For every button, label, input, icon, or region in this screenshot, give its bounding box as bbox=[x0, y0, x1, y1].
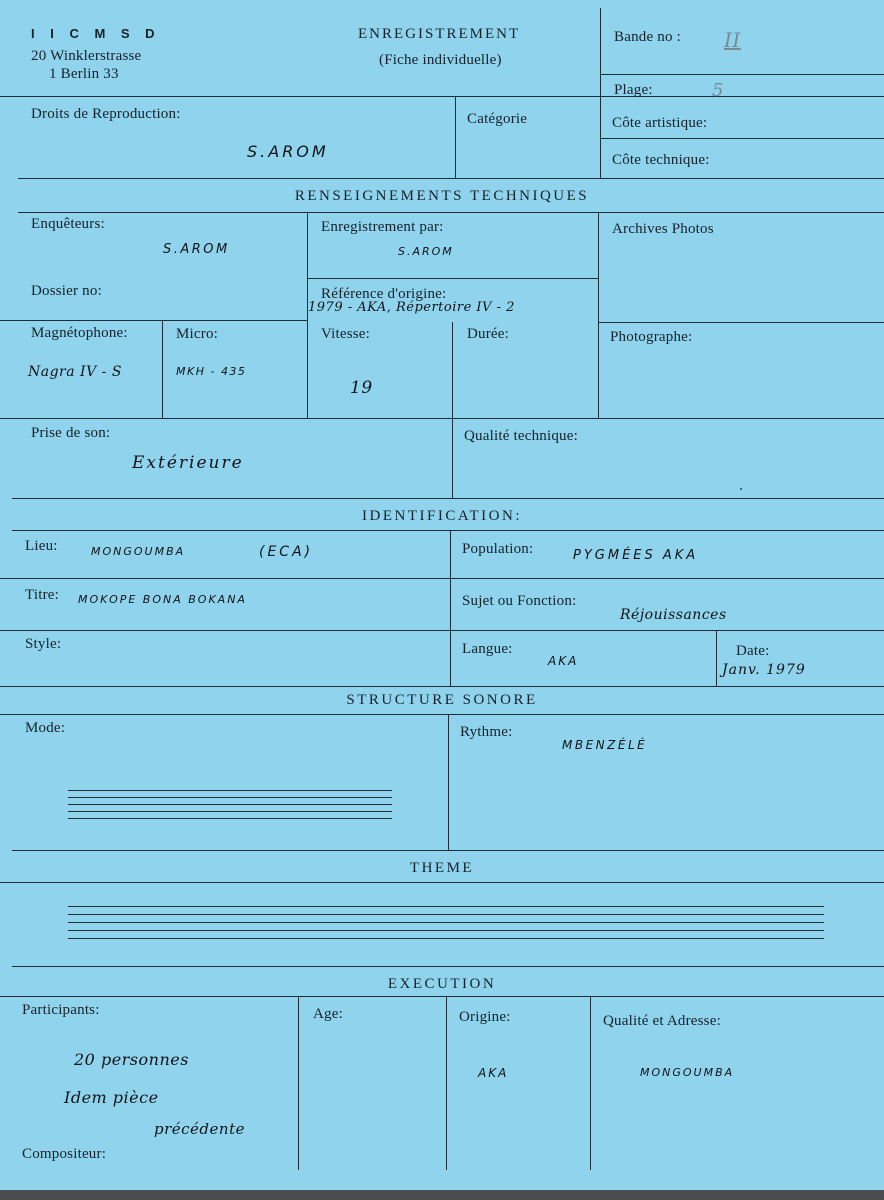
archives-photos-label: Archives Photos bbox=[612, 221, 714, 237]
lieu-extra-value: (ECA) bbox=[259, 544, 314, 560]
titre-value: MOKOPE BONA BOKANA bbox=[78, 593, 247, 606]
origine-label: Origine: bbox=[459, 1009, 511, 1025]
staff-line bbox=[68, 914, 824, 915]
staff-line bbox=[68, 922, 824, 923]
staff-line bbox=[68, 797, 392, 798]
bande-label: Bande no : bbox=[614, 29, 681, 45]
rule bbox=[0, 630, 884, 631]
staff-line bbox=[68, 930, 824, 931]
plage-value: 5 bbox=[712, 80, 724, 101]
rule bbox=[0, 996, 884, 997]
rule bbox=[446, 996, 447, 1170]
institute-city: 1 Berlin 33 bbox=[49, 66, 119, 82]
population-value: PYGMÉES AKA bbox=[573, 548, 699, 563]
staff-line bbox=[68, 804, 392, 805]
section-structure-sonore: STRUCTURE SONORE bbox=[346, 692, 538, 708]
card-subtitle: (Fiche individuelle) bbox=[379, 52, 502, 68]
rule bbox=[0, 882, 884, 883]
enregistrement-par-label: Enregistrement par: bbox=[321, 219, 444, 235]
rythme-value: MBENZÉLÉ bbox=[562, 738, 648, 752]
rule bbox=[455, 96, 456, 178]
rule bbox=[590, 996, 591, 1170]
rule bbox=[162, 320, 163, 418]
institute-name: I I C M S D bbox=[31, 26, 161, 41]
participants-label: Participants: bbox=[22, 1002, 100, 1018]
institute-street: 20 Winklerstrasse bbox=[31, 48, 142, 64]
magnetophone-label: Magnétophone: bbox=[31, 325, 128, 341]
reference-value: 1979 - AKA, Répertoire IV - 2 bbox=[308, 300, 515, 315]
date-value: Janv. 1979 bbox=[722, 662, 806, 678]
rule bbox=[452, 322, 453, 418]
enqueteurs-label: Enquêteurs: bbox=[31, 216, 105, 232]
sujet-value: Réjouissances bbox=[620, 607, 727, 623]
langue-value: AKA bbox=[548, 654, 579, 668]
titre-label: Titre: bbox=[25, 587, 59, 603]
rule bbox=[600, 8, 601, 178]
rule bbox=[452, 418, 453, 498]
rule bbox=[450, 530, 451, 686]
rule bbox=[600, 74, 884, 75]
rule bbox=[0, 96, 884, 97]
rule bbox=[12, 498, 884, 499]
participants-value: 20 personnes bbox=[74, 1050, 189, 1069]
cote-artistique-label: Côte artistique: bbox=[612, 115, 708, 131]
origine-value: AKA bbox=[478, 1066, 509, 1080]
mode-label: Mode: bbox=[25, 720, 66, 736]
enregistrement-par-value: S.AROM bbox=[398, 245, 454, 258]
qualite-technique-label: Qualité technique: bbox=[464, 428, 578, 444]
participants-note-1: Idem pièce bbox=[64, 1088, 159, 1107]
date-label: Date: bbox=[736, 643, 770, 659]
rule bbox=[0, 578, 884, 579]
categorie-label: Catégorie bbox=[467, 111, 528, 127]
rythme-label: Rythme: bbox=[460, 724, 513, 740]
compositeur-label: Compositeur: bbox=[22, 1146, 107, 1162]
age-label: Age: bbox=[313, 1006, 343, 1022]
magnetophone-value: Nagra IV - S bbox=[28, 364, 122, 380]
rule bbox=[307, 212, 308, 418]
rule bbox=[12, 530, 884, 531]
prise-de-son-value: Extérieure bbox=[132, 453, 244, 473]
sujet-label: Sujet ou Fonction: bbox=[462, 593, 577, 609]
lieu-label: Lieu: bbox=[25, 538, 58, 554]
micro-label: Micro: bbox=[176, 326, 219, 342]
rule bbox=[448, 714, 449, 850]
section-renseignements: RENSEIGNEMENTS TECHNIQUES bbox=[294, 188, 590, 204]
staff-line bbox=[68, 818, 392, 819]
rule bbox=[0, 320, 307, 321]
vitesse-value: 19 bbox=[350, 378, 373, 398]
population-label: Population: bbox=[462, 541, 534, 557]
rule bbox=[12, 966, 884, 967]
rule bbox=[12, 850, 884, 851]
prise-de-son-label: Prise de son: bbox=[31, 425, 111, 441]
bande-value: II bbox=[724, 28, 741, 52]
duree-label: Durée: bbox=[467, 326, 510, 342]
reference-label: Référence d'origine: bbox=[321, 286, 447, 302]
staff-line bbox=[68, 906, 824, 907]
qualite-adresse-label: Qualité et Adresse: bbox=[603, 1013, 721, 1029]
card-title: ENREGISTREMENT bbox=[358, 26, 521, 42]
style-label: Style: bbox=[25, 636, 62, 652]
qualite-adresse-value: MONGOUMBA bbox=[640, 1066, 735, 1079]
rule bbox=[307, 278, 599, 279]
cote-technique-label: Côte technique: bbox=[612, 152, 710, 168]
speck bbox=[740, 488, 742, 490]
section-execution: EXECUTION bbox=[387, 976, 497, 992]
rule bbox=[598, 322, 884, 323]
staff-line bbox=[68, 790, 392, 791]
rule bbox=[0, 714, 884, 715]
lieu-value: MONGOUMBA bbox=[91, 545, 186, 558]
rule bbox=[716, 630, 717, 686]
rule bbox=[0, 686, 884, 687]
vitesse-label: Vitesse: bbox=[321, 326, 371, 342]
section-identification: IDENTIFICATION: bbox=[362, 508, 522, 524]
staff-line bbox=[68, 811, 392, 812]
staff-line bbox=[68, 938, 824, 939]
participants-note-2: précédente bbox=[154, 1120, 245, 1138]
droits-label: Droits de Reproduction: bbox=[31, 106, 181, 122]
rule bbox=[298, 996, 299, 1170]
rule bbox=[0, 418, 884, 419]
enqueteurs-value: S.AROM bbox=[163, 242, 230, 257]
micro-value: MKH - 435 bbox=[176, 365, 247, 378]
langue-label: Langue: bbox=[462, 641, 513, 657]
section-theme: THEME bbox=[409, 860, 475, 876]
plage-label: Plage: bbox=[614, 82, 653, 98]
rule bbox=[600, 138, 884, 139]
photographe-label: Photographe: bbox=[610, 329, 693, 345]
dossier-label: Dossier no: bbox=[31, 283, 102, 299]
rule bbox=[598, 212, 599, 418]
rule bbox=[18, 212, 884, 213]
droits-value: S.AROM bbox=[247, 142, 329, 161]
rule bbox=[18, 178, 884, 179]
